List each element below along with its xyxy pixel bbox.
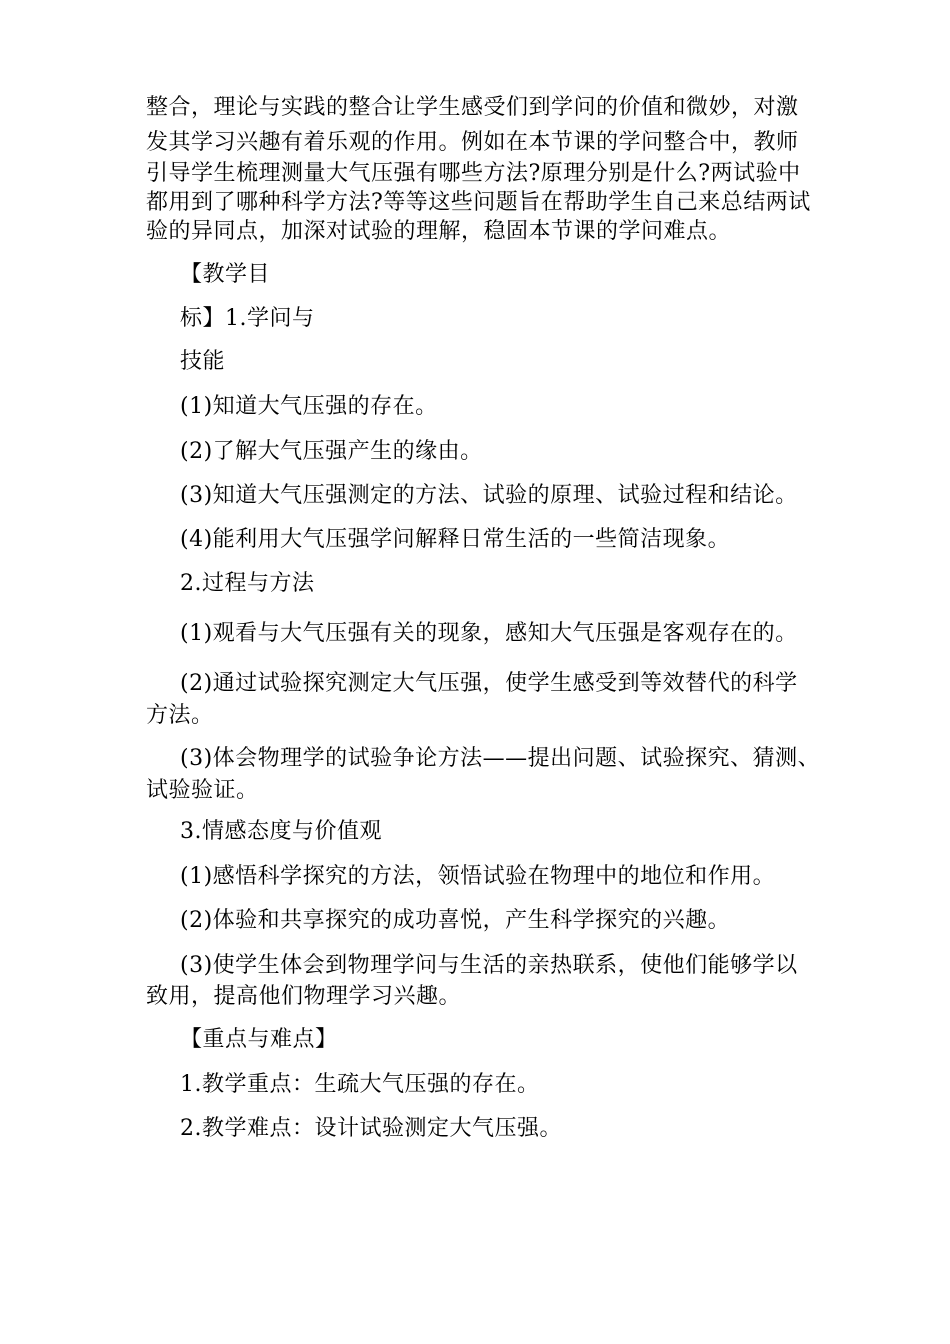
emotion-item-2: (2)体验和共享探究的成功喜悦，产生科学探究的兴趣。 <box>180 908 731 933</box>
knowledge-item-2: (2)了解大气压强产生的缘由。 <box>180 439 483 464</box>
process-item-2-line-2: 方法。 <box>146 703 214 728</box>
emotion-item-1: (1)感悟科学探究的方法，领悟试验在物理中的地位和作用。 <box>180 864 776 889</box>
knowledge-item-4: (4)能利用大气压强学问解释日常生活的一些简洁现象。 <box>180 527 731 552</box>
knowledge-item-3: (3)知道大气压强测定的方法、试验的原理、试验过程和结论。 <box>180 483 798 508</box>
objectives-heading-line-3: 技能 <box>180 349 226 374</box>
intro-line-1: 整合，理论与实践的整合让学生感受们到学问的价值和微妙，对激 <box>146 95 799 120</box>
emotion-item-3-line-2: 致用，提高他们物理学习兴趣。 <box>146 984 462 1009</box>
knowledge-item-1: (1)知道大气压强的存在。 <box>180 394 438 419</box>
key-item-1: 1.教学重点：生疏大气压强的存在。 <box>180 1072 540 1097</box>
emotion-item-3-line-1: (3)使学生体会到物理学问与生活的亲热联系，使他们能够学以 <box>180 953 798 978</box>
process-heading: 2.过程与方法 <box>180 571 315 596</box>
intro-line-2: 发其学习兴趣有着乐观的作用。例如在本节课的学问整合中，教师 <box>146 130 799 155</box>
intro-line-5: 验的异同点，加深对试验的理解，稳固本节课的学问难点。 <box>146 219 732 244</box>
intro-line-4: 都用到了哪种科学方法?等等这些问题旨在帮助学生自己来总结两试 <box>146 190 811 215</box>
key-heading: 【重点与难点】 <box>180 1027 338 1052</box>
process-item-1: (1)观看与大气压强有关的现象，感知大气压强是客观存在的。 <box>180 621 798 646</box>
objectives-heading-line-2: 标】1.学问与 <box>180 306 315 331</box>
intro-line-3: 引导学生梳理测量大气压强有哪些方法?原理分别是什么?两试验中 <box>146 161 801 186</box>
key-item-2: 2.教学难点：设计试验测定大气压强。 <box>180 1116 562 1141</box>
process-item-2-line-1: (2)通过试验探究测定大气压强，使学生感受到等效替代的科学 <box>180 671 798 696</box>
process-item-3-line-2: 试验验证。 <box>146 778 259 803</box>
process-item-3-line-1: (3)体会物理学的试验争论方法——提出问题、试验探究、猜测、 <box>180 746 821 771</box>
emotion-heading: 3.情感态度与价值观 <box>180 819 382 844</box>
objectives-heading-line-1: 【教学目 <box>180 262 271 287</box>
